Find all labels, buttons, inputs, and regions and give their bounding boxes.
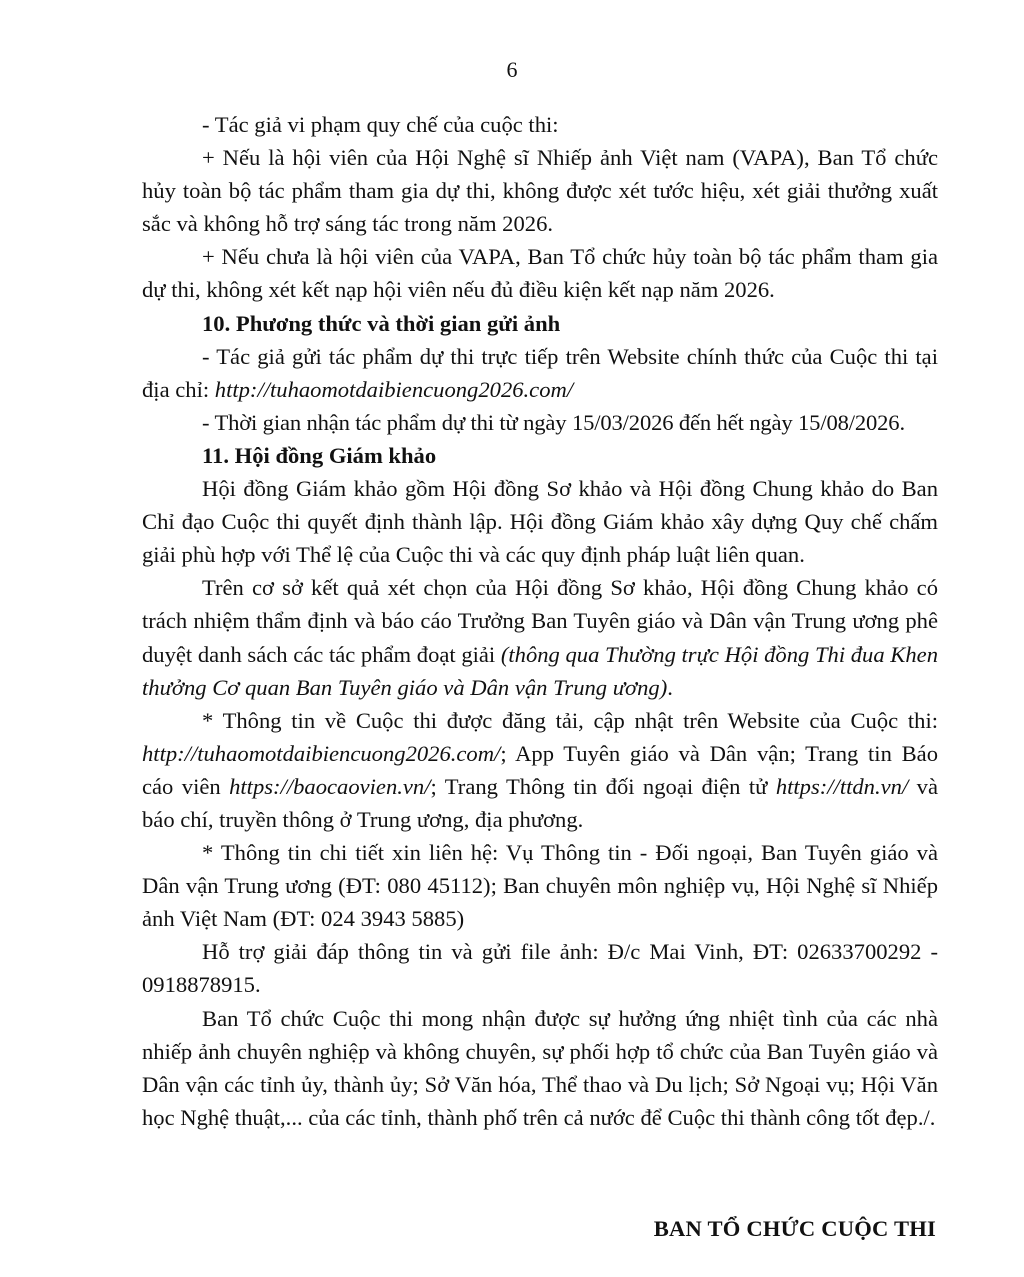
publication-info-text-c: ; Trang Thông tin đối ngoại điện tử (430, 773, 776, 799)
publication-info (142, 704, 938, 836)
section-10-heading: 10. Phương thức và thời gian gửi ảnh (202, 310, 561, 336)
jury-approval (142, 571, 938, 703)
submission-method-text: - Tác giả gửi tác phẩm dự thi trực tiếp trên Website chính thức của Cuộc thi tại địa chỉ: (142, 343, 938, 402)
jury-approval-text: Trên cơ sở kết quả xét chọn của Hội đồng Sơ khảo, Hội đồng Chung khảo có trách nhiệm thẩm định và báo cáo Trưởng Ban Tuyên giáo và Dân vận Trung ương phê duyệt danh sách các tác phẩm đoạt giải (142, 575, 938, 667)
publication-info-text-d: và báo chí, truyền thông ở Trung ương, địa phương. (142, 773, 938, 832)
jury-composition: Hội đồng Giám khảo gồm Hội đồng Sơ khảo và Hội đồng Chung khảo do Ban Chỉ đạo Cuộc thi quyết định thành lập. Hội đồng Giám khảo xây dựng Quy chế chấm giải phù hợp với Thể lệ của Cuộc thi và các quy định pháp luật liên quan. (142, 476, 938, 568)
non-member-rule: + Nếu chưa là hội viên của VAPA, Ban Tổ chức hủy toàn bộ tác phẩm tham gia dự thi, không xét kết nạp hội viên nếu đủ điều kiện kết nạp năm 2026. (142, 244, 938, 303)
contact-info: * Thông tin chi tiết xin liên hệ: Vụ Thông tin - Đối ngoại, Ban Tuyên giáo và Dân vận Trung ương (ĐT: 080 45112); Ban chuyên môn nghiệp vụ, Hội Nghệ sĩ Nhiếp ảnh Việt Nam (ĐT: 024 3943 5885) (142, 840, 938, 932)
contest-website-link[interactable]: http://tuhaomotdaibiencuong2026.com/ (214, 376, 574, 402)
violation-intro: - Tác giả vi phạm quy chế của cuộc thi: (202, 112, 559, 137)
publication-info-text-a: * Thông tin về Cuộc thi được đăng tải, cập nhật trên Website của Cuộc thi: (202, 707, 938, 733)
support-contact: Hỗ trợ giải đáp thông tin và gửi file ảnh: Đ/c Mai Vinh, ĐT: 02633700292 - 0918878915. (142, 939, 938, 998)
closing-message: Ban Tổ chức Cuộc thi mong nhận được sự hưởng ứng nhiệt tình của các nhà nhiếp ảnh chuyên nghiệp và không chuyên, sự phối hợp tổ chức của Ban Tuyên giáo và Dân vận các tỉnh ủy, thành ủy; Sở Văn hóa, Thể thao và Du lịch; Sở Ngoại vụ; Hội Văn học Nghệ thuật,... của các tỉnh, thành phố trên cả nước để Cuộc thi thành công tốt đẹp./. (142, 1005, 938, 1130)
baocaovien-link[interactable]: https://baocaovien.vn/ (229, 773, 431, 799)
contest-website-link-2[interactable]: http://tuhaomotdaibiencuong2026.com/ (142, 740, 501, 766)
section-11-heading: 11. Hội đồng Giám khảo (202, 442, 437, 468)
submission-period: - Thời gian nhận tác phẩm dự thi từ ngày 15/03/2026 đến hết ngày 15/08/2026. (202, 409, 905, 435)
page-number: 6 (506, 57, 518, 82)
document-body (142, 108, 938, 1134)
vapa-member-rule: + Nếu là hội viên của Hội Nghệ sĩ Nhiếp ảnh Việt nam (VAPA), Ban Tổ chức hủy toàn bộ tác phẩm tham gia dự thi, không được xét tước hiệu, xét giải thưởng xuất sắc và không hỗ trợ sáng tác trong năm 2026. (142, 145, 938, 237)
jury-approval-end: . (667, 674, 673, 700)
organizing-committee-signature: BAN TỔ CHỨC CUỘC THI (653, 1216, 936, 1241)
publication-info-text-b: ; App Tuyên giáo và Dân vận; Trang tin Báo cáo viên (142, 740, 938, 799)
jury-approval-note: (thông qua Thường trực Hội đồng Thi đua Khen thưởng Cơ quan Ban Tuyên giáo và Dân vận Trung ương) (142, 641, 938, 700)
ttdn-link[interactable]: https://ttdn.vn/ (775, 773, 909, 799)
submission-method (142, 340, 938, 406)
